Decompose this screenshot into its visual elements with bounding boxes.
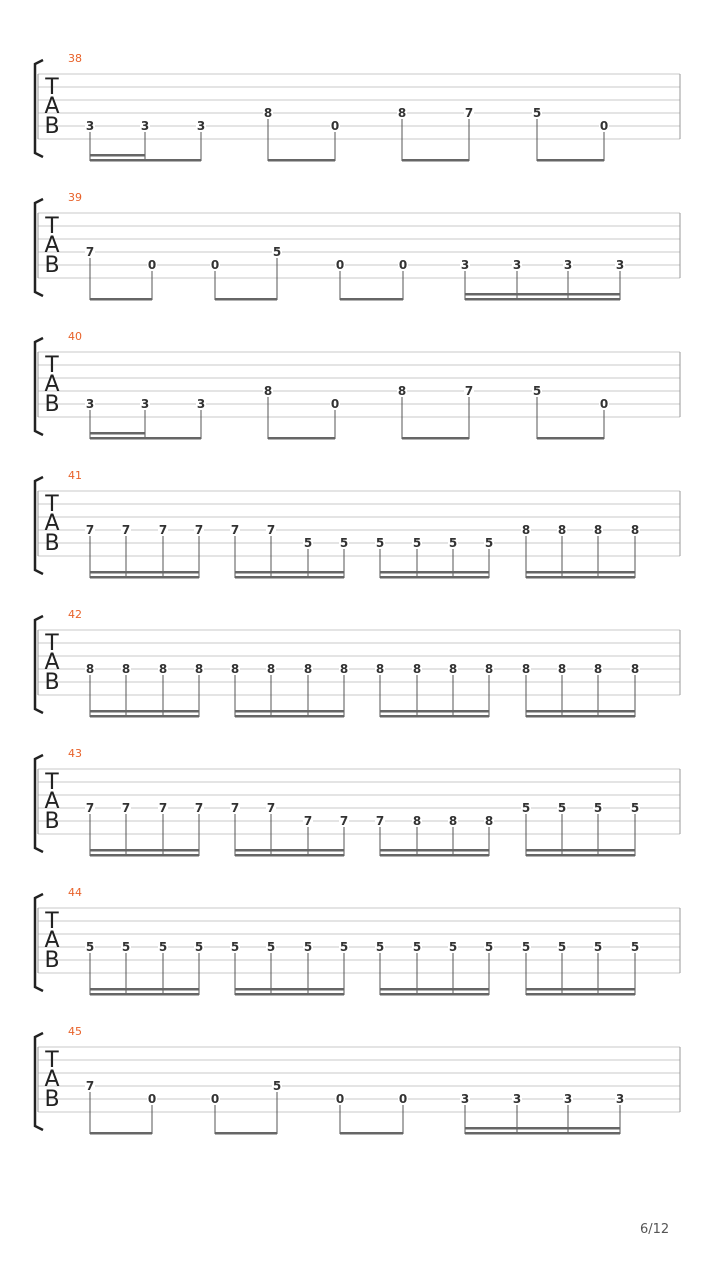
tab-clef-letter: T [45,353,59,378]
fret-number: 8 [412,662,422,676]
tab-clef-letter: A [44,650,60,675]
fret-number: 8 [397,106,407,120]
beam-primary [215,298,277,301]
system-bracket [35,338,43,435]
fret-number: 5 [158,940,168,954]
beam-primary [268,159,335,162]
beam-secondary [465,1127,620,1130]
fret-number: 5 [448,940,458,954]
beam-primary [402,437,469,440]
beam-primary [526,854,635,857]
fret-number: 0 [599,119,609,133]
fret-number: 5 [272,1079,282,1093]
tab-clef-letter: B [44,253,60,278]
system-bracket [35,616,43,713]
fret-number: 3 [615,1092,625,1106]
fret-number: 8 [412,814,422,828]
fret-number: 8 [593,662,603,676]
fret-number: 5 [593,940,603,954]
tab-clef-letter: A [44,789,60,814]
beam-primary [340,1132,403,1135]
fret-number: 7 [464,106,474,120]
fret-number: 0 [210,1092,220,1106]
fret-number: 8 [85,662,95,676]
fret-number: 0 [599,397,609,411]
fret-number: 5 [484,536,494,550]
beam-secondary [90,988,199,991]
tab-clef-letter: T [45,1048,59,1073]
fret-number: 5 [557,801,567,815]
fret-number: 7 [230,523,240,537]
beam-primary [465,298,620,301]
system-bracket [35,755,43,852]
fret-number: 8 [630,523,640,537]
beam-secondary [526,571,635,574]
fret-number: 5 [339,536,349,550]
tab-clef-letter: T [45,770,59,795]
fret-number: 5 [375,940,385,954]
beam-primary [90,715,199,718]
beam-secondary [380,849,489,852]
fret-number: 8 [557,523,567,537]
page-number: 6/12 [640,1222,670,1237]
beam-primary [90,993,199,996]
tab-clef-letter: B [44,531,60,556]
measure-number: 43 [68,747,82,760]
fret-number: 5 [532,384,542,398]
fret-number: 8 [521,523,531,537]
tab-clef-letter: B [44,670,60,695]
measure-number: 41 [68,469,82,482]
fret-number: 5 [375,536,385,550]
beam-primary [380,993,489,996]
tab-system [35,747,680,857]
fret-number: 8 [230,662,240,676]
fret-number: 7 [121,523,131,537]
fret-number: 7 [266,801,276,815]
tab-clef-letter: A [44,372,60,397]
fret-number: 5 [121,940,131,954]
fret-number: 8 [121,662,131,676]
beam-primary [380,854,489,857]
tab-clef-letter: T [45,631,59,656]
fret-number: 3 [460,1092,470,1106]
fret-number: 3 [196,119,206,133]
fret-number: 0 [398,1092,408,1106]
fret-number: 3 [615,258,625,272]
system-bracket [35,894,43,991]
fret-number: 8 [448,814,458,828]
beam-primary [215,1132,277,1135]
fret-number: 5 [521,801,531,815]
fret-number: 7 [85,245,95,259]
tab-clef-letter: B [44,948,60,973]
fret-number: 3 [196,397,206,411]
tab-clef-letter: B [44,809,60,834]
system-bracket [35,60,43,157]
fret-number: 5 [630,940,640,954]
beam-secondary [380,710,489,713]
fret-number: 8 [263,106,273,120]
fret-number: 0 [335,1092,345,1106]
fret-number: 7 [194,523,204,537]
fret-number: 8 [448,662,458,676]
tab-clef-letter: B [44,114,60,139]
beam-secondary [526,988,635,991]
fret-number: 8 [266,662,276,676]
fret-number: 7 [158,523,168,537]
tab-clef-letter: T [45,75,59,100]
measure-number: 38 [68,52,82,65]
fret-number: 7 [194,801,204,815]
system-bracket [35,199,43,296]
beam-secondary [465,293,620,296]
tab-clef-letter: A [44,1067,60,1092]
tab-clef-letter: T [45,492,59,517]
fret-number: 7 [158,801,168,815]
fret-number: 8 [521,662,531,676]
beam-secondary [235,849,344,852]
beam-primary [90,576,199,579]
beam-secondary [90,571,199,574]
fret-number: 5 [448,536,458,550]
beam-primary [526,715,635,718]
fret-number: 5 [303,940,313,954]
fret-number: 7 [464,384,474,398]
beam-secondary [235,571,344,574]
fret-number: 0 [210,258,220,272]
beam-primary [235,993,344,996]
beam-primary [90,1132,152,1135]
beam-primary [526,993,635,996]
fret-number: 8 [194,662,204,676]
fret-number: 3 [85,119,95,133]
fret-number: 3 [563,1092,573,1106]
beam-primary [380,576,489,579]
tab-clef-letter: T [45,214,59,239]
fret-number: 3 [460,258,470,272]
tab-system [35,469,680,579]
tab-system [35,191,680,301]
tab-clef-letter: B [44,1087,60,1112]
tab-system [35,1025,680,1135]
fret-number: 8 [375,662,385,676]
beam-partial [90,154,145,157]
fret-number: 7 [375,814,385,828]
fret-number: 8 [397,384,407,398]
measure-number: 40 [68,330,82,343]
fret-number: 5 [339,940,349,954]
fret-number: 0 [398,258,408,272]
fret-number: 3 [563,258,573,272]
beam-secondary [526,710,635,713]
fret-number: 7 [303,814,313,828]
fret-number: 8 [484,662,494,676]
fret-number: 5 [593,801,603,815]
fret-number: 0 [147,258,157,272]
fret-number: 3 [85,397,95,411]
beam-primary [402,159,469,162]
beam-secondary [380,988,489,991]
beam-primary [537,437,604,440]
fret-number: 5 [412,536,422,550]
beam-primary [90,437,201,440]
fret-number: 5 [532,106,542,120]
tab-clef-letter: T [45,909,59,934]
fret-number: 5 [412,940,422,954]
fret-number: 0 [335,258,345,272]
system-bracket [35,1033,43,1130]
measure-number: 42 [68,608,82,621]
fret-number: 7 [266,523,276,537]
fret-number: 3 [512,1092,522,1106]
tab-clef-letter: A [44,928,60,953]
beam-primary [90,854,199,857]
fret-number: 5 [303,536,313,550]
fret-number: 8 [593,523,603,537]
system-bracket [35,477,43,574]
tab-clef-letter: A [44,94,60,119]
fret-number: 8 [557,662,567,676]
fret-number: 0 [147,1092,157,1106]
tab-clef-letter: B [44,392,60,417]
tab-system [35,52,680,162]
beam-primary [465,1132,620,1135]
beam-secondary [380,571,489,574]
fret-number: 7 [121,801,131,815]
beam-partial [90,432,145,435]
beam-primary [340,298,403,301]
beam-primary [90,159,201,162]
fret-number: 7 [85,801,95,815]
beam-primary [268,437,335,440]
beam-primary [526,576,635,579]
beam-primary [90,298,152,301]
fret-number: 8 [158,662,168,676]
measure-number: 45 [68,1025,82,1038]
beam-primary [537,159,604,162]
fret-number: 8 [303,662,313,676]
beam-primary [235,715,344,718]
tab-clef-letter: A [44,511,60,536]
fret-number: 8 [630,662,640,676]
fret-number: 0 [330,397,340,411]
beam-primary [235,854,344,857]
fret-number: 5 [230,940,240,954]
fret-number: 7 [339,814,349,828]
tab-system [35,608,680,718]
beam-primary [380,715,489,718]
fret-number: 7 [230,801,240,815]
fret-number: 8 [339,662,349,676]
fret-number: 7 [85,523,95,537]
beam-secondary [90,710,199,713]
fret-number: 3 [512,258,522,272]
fret-number: 5 [630,801,640,815]
beam-primary [235,576,344,579]
beam-secondary [235,710,344,713]
fret-number: 5 [194,940,204,954]
beam-secondary [235,988,344,991]
fret-number: 5 [484,940,494,954]
tab-system [35,330,680,440]
fret-number: 8 [263,384,273,398]
fret-number: 5 [85,940,95,954]
tab-clef-letter: A [44,233,60,258]
tab-system [35,886,680,996]
measure-number: 39 [68,191,82,204]
fret-number: 5 [272,245,282,259]
fret-number: 5 [266,940,276,954]
fret-number: 7 [85,1079,95,1093]
beam-secondary [90,849,199,852]
measure-number: 44 [68,886,82,899]
fret-number: 5 [521,940,531,954]
fret-number: 0 [330,119,340,133]
fret-number: 3 [140,397,150,411]
beam-secondary [526,849,635,852]
fret-number: 8 [484,814,494,828]
fret-number: 5 [557,940,567,954]
fret-number: 3 [140,119,150,133]
